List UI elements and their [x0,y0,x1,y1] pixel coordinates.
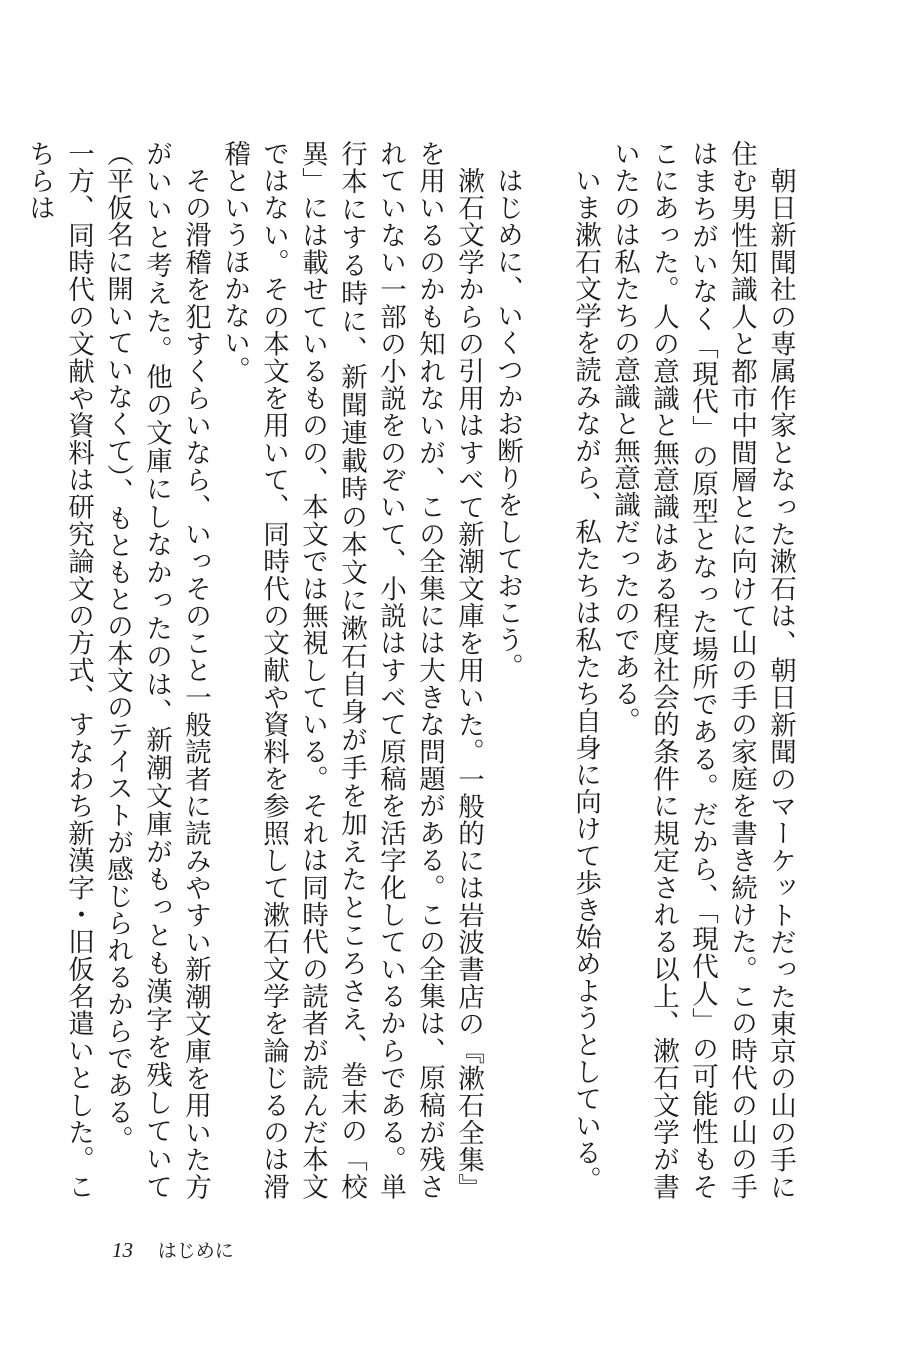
paragraph-6: 一方、同時代の文献や資料は研究論文の方式、すなわち新漢字・旧仮名遣いとした。こちらは [24,140,94,1200]
paragraph-4: 漱石文学からの引用はすべて新潮文庫を用いた。一般的には岩波書店の『漱石全集』を用いるのかも知れないが、この全集には大きな問題がある。この全集は、原稿が残されていない一部の小説をのぞいて、小説はすべて原稿を活字化しているからである。単行本にする時に、新聞連載時の本文に漱石自身が手を加えたところさえ、巻末の「校異」には載せているものの、本文では無視している。それは同時代の読者が読んだ本文ではない。その本文を用いて、同時代の文献や資料を参照して漱石文学を論じるのは滑稽というほかない。 [219,140,484,1201]
paragraph-2: いま漱石文学を読みながら、私たちは私たち自身に向けて歩き始めようとしている。 [570,166,601,1193]
page-footer [112,1236,234,1263]
paragraph-5: その滑稽を犯すくらいなら、いっそのこと一般読者に読みやすい新潮文庫を用いた方がいいと考えた。他の文庫にしなかったのは、新潮文庫がもっとも漢字を残していて（平仮名に開いていなくて）、もともとの本文のテイストが感じられるからである。 [102,140,211,1200]
page-number: 13 [112,1238,133,1262]
paragraph-1: 朝日新聞社の専属作家となった漱石は、朝日新聞のマーケットだった東京の山の手に住む男性知識人と都市中間層とに向けて山の手の家庭を書き続けた。この時代の山の手はまちがいなく「現代」の原型となった場所である。だから、「現代人」の可能性もそこにあった。人の意識と無意識はある程度社会的条件に規定される以上、漱石文学が書いたのは私たちの意識と無意識だったのである。 [609,140,796,1200]
paragraph-spacer [527,140,566,1200]
paragraph-3: はじめに、いくつかお断りをしておこう。 [492,166,523,680]
running-head: はじめに [157,1240,234,1262]
vertical-text-body [24,140,800,1201]
